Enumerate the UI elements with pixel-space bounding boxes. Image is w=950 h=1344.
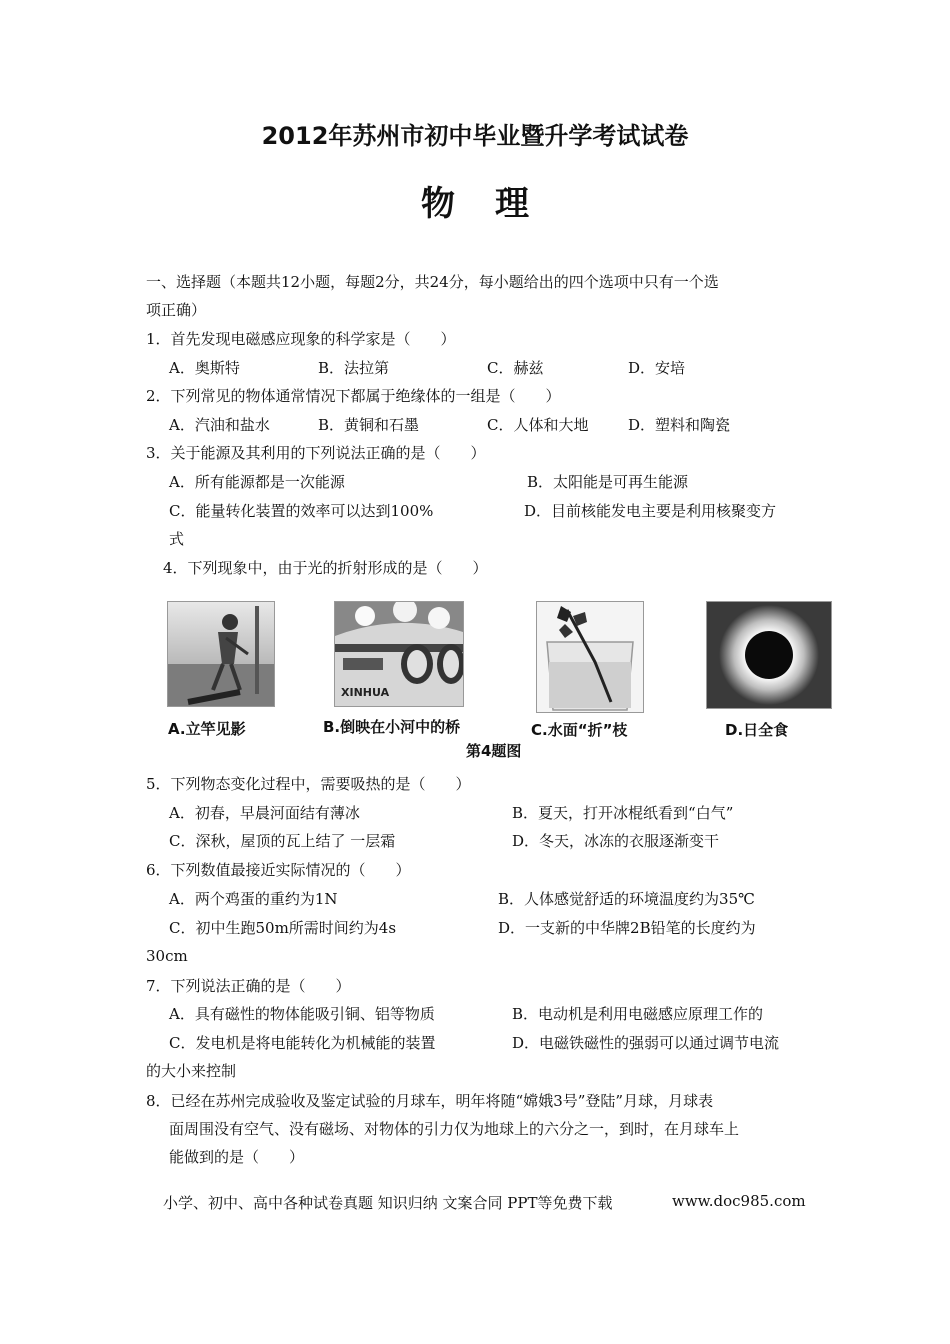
figure-b-watermark: XINHUA bbox=[341, 686, 390, 699]
q3-option-d: D．目前核能发电主要是利用核聚变方 bbox=[524, 502, 777, 520]
q2-option-c: C．人体和大地 bbox=[487, 416, 589, 434]
q7-option-c: C．发电机是将电能转化为机械能的装置 bbox=[169, 1034, 436, 1052]
question-1-stem: 1．首先发现电磁感应现象的科学家是（ ） bbox=[146, 330, 456, 348]
q1-option-c: C．赫兹 bbox=[487, 359, 544, 377]
q3-option-b: B．太阳能是可再生能源 bbox=[527, 473, 689, 491]
q3-option-c: C．能量转化装置的效率可以达到100% bbox=[169, 502, 434, 520]
question-5-stem: 5．下列物态变化过程中，需要吸热的是（ ） bbox=[146, 775, 471, 793]
question-4-stem: 4．下列现象中，由于光的折射形成的是（ ） bbox=[163, 559, 488, 577]
footer-url[interactable]: www.doc985.com bbox=[672, 1192, 806, 1210]
q2-option-d: D．塑料和陶瓷 bbox=[628, 416, 731, 434]
question-7-stem: 7．下列说法正确的是（ ） bbox=[146, 977, 351, 995]
footer-text: 小学、初中、高中各种试卷真题 知识归纳 文案合同 PPT等免费下载 bbox=[163, 1194, 613, 1212]
q2-option-b: B．黄铜和石墨 bbox=[318, 416, 420, 434]
section-heading-cont: 项正确） bbox=[146, 301, 207, 319]
q5-option-c: C．深秋，屋顶的瓦上结了 一层霜 bbox=[169, 832, 396, 850]
exam-title: 2012年苏州市初中毕业暨升学考试试卷 bbox=[261, 122, 689, 150]
figure-d-caption: D.日全食 bbox=[725, 721, 789, 739]
q5-option-d: D．冬天，冰冻的衣服逐渐变干 bbox=[512, 832, 720, 850]
q5-option-b: B．夏天，打开冰棍纸看到“白气” bbox=[512, 804, 734, 822]
question-8-stem-end: 能做到的是（ ） bbox=[169, 1148, 305, 1166]
question-3-stem: 3．关于能源及其利用的下列说法正确的是（ ） bbox=[146, 444, 486, 462]
figure-b-bridge-reflection bbox=[334, 601, 464, 707]
figure-c-bent-branch bbox=[536, 601, 644, 713]
figure-a-caption: A.立竿见影 bbox=[168, 720, 246, 738]
figure-label: 第4题图 bbox=[466, 742, 522, 760]
q1-option-d: D．安培 bbox=[628, 359, 686, 377]
q7-option-d-cont: 的大小来控制 bbox=[146, 1062, 237, 1080]
figure-b-caption: B.倒映在小河中的桥 bbox=[323, 718, 461, 736]
question-2-stem: 2．下列常见的物体通常情况下都属于绝缘体的一组是（ ） bbox=[146, 387, 561, 405]
subject-title: 物理 bbox=[421, 184, 569, 224]
q3-option-a: A．所有能源都是一次能源 bbox=[169, 473, 345, 491]
q7-option-a: A．具有磁性的物体能吸引铜、铝等物质 bbox=[169, 1005, 435, 1023]
q6-option-b: B．人体感觉舒适的环境温度约为35℃ bbox=[498, 890, 755, 908]
q1-option-b: B．法拉第 bbox=[318, 359, 390, 377]
q1-option-a: A．奥斯特 bbox=[169, 359, 240, 377]
figure-a-pole-shadow bbox=[167, 601, 275, 707]
q2-option-a: A．汽油和盐水 bbox=[169, 416, 270, 434]
figure-c-caption: C.水面“折”枝 bbox=[531, 721, 628, 739]
question-8-stem: 8．已经在苏州完成验收及鉴定试验的月球车，明年将随“嫦娥3号”登陆”月球，月球表 bbox=[146, 1092, 714, 1110]
question-6-stem: 6．下列数值最接近实际情况的（ ） bbox=[146, 861, 411, 879]
q7-option-b: B．电动机是利用电磁感应原理工作的 bbox=[512, 1005, 764, 1023]
section-heading: 一、选择题（本题共12小题，每题2分，共24分，每小题给出的四个选项中只有一个选 bbox=[146, 273, 719, 291]
q6-option-c: C．初中生跑50m所需时间约为4s bbox=[169, 919, 397, 937]
question-8-stem-cont: 面周围没有空气、没有磁场、对物体的引力仅为地球上的六分之一，到时，在月球车上 bbox=[169, 1120, 740, 1138]
q5-option-a: A．初春，早晨河面结有薄冰 bbox=[169, 804, 360, 822]
q7-option-d: D．电磁铁磁性的强弱可以通过调节电流 bbox=[512, 1034, 780, 1052]
q3-option-d-cont: 式 bbox=[169, 530, 185, 548]
figure-d-solar-eclipse bbox=[706, 601, 832, 709]
q6-option-d-cont: 30cm bbox=[146, 947, 188, 965]
q6-option-a: A．两个鸡蛋的重约为1N bbox=[169, 890, 338, 908]
q6-option-d: D．一支新的中华牌2B铅笔的长度约为 bbox=[498, 919, 756, 937]
